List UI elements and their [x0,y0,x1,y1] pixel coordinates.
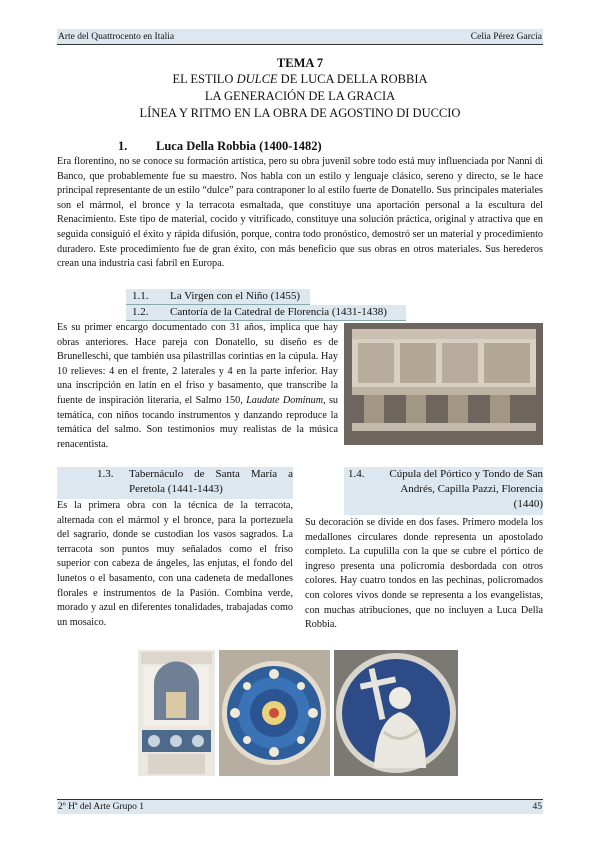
tondo-image [334,650,458,776]
title-line-1-em: DULCE [236,72,278,86]
header-author: Celia Pérez García [470,31,542,42]
title-line-1-a: EL ESTILO [172,72,237,86]
subsection-1-4-number: 1.4. [348,468,365,480]
footer-group: 2º Hª del Arte Grupo 1 [58,802,145,812]
page-header [57,29,543,45]
subsection-1-4-heading [344,467,543,515]
cantoria-paragraph [57,321,338,452]
section-1-heading [118,139,322,154]
subsection-1-2-number: 1.2. [132,306,149,318]
cantoria-text-a: Es su primer encargo documentado con 31 años, implica que hay obras anteriores. Hace pareja con Donatello, su diseño es de Brunelleschi, que también usa pilastrillas corintias en la cúpula. Hay 10 relieves: 4 en el frente, 2 laterales y 4 en la parte inferior. Hay una inscripción en latín en el friso y basamento, que transcribe la fuente de inspiración literaria, el Salmo 150, [57,322,338,406]
title-block [57,56,543,122]
tema-number: TEMA 7 [276,56,324,70]
section-1-number: 1. [118,139,128,153]
subsection-1-1-number: 1.1. [132,290,149,302]
tabernaculo-paragraph: Es la primera obra con la técnica de la terracota, alternada con el mármol y el bronce, para la portezuela del sagrario, donde se custodian los vasos sagrados. La terracota son puntos muy señalados como el friso superior con cabeza de ángeles, las enjutas, el fondo del lunetos o el basamento, con una cadeneta de medallones florales e instrumentos de la Pasión. Combina verde, morado y azul en diferentes tonalidades, trabajadas como un mosaico. [57,500,293,628]
subsection-1-1-title: La Virgen con el Niño (1455) [170,290,300,302]
title-line-1-b: DE LUCA DELLA ROBBIA [277,72,428,86]
page-number: 45 [532,802,542,812]
subsection-1-3-number: 1.3. [97,468,114,480]
tabernaculo-image [138,650,215,776]
title-line-1 [57,71,543,88]
cantoria-image [344,323,543,445]
subsection-1-4-title: Cúpula del Pórtico y Tondo de San Andrés, Capilla Pazzi, Florencia (1440) [389,468,543,510]
subsection-1-2-heading [126,305,406,321]
subsection-1-2-title: Cantoría de la Catedral de Florencia (1431-1438) [170,306,387,318]
header-course: Arte del Quattrocento en Italia [58,31,175,42]
cupula-image [219,650,330,776]
section-1-paragraph: Era florentino, no se conoce su formación artística, pero su obra juvenil sobre todo está muy influenciada por Nanni di Banco, que probablemente fue su maestro. Nos habla con un estilo y lenguaje clásico, sereno y directo, se le hace principal representante de un estilo “dulce” para contraponer lo al estilo fuerte de Donatello. Sus principales materiales son el mármol, el bronce y la terracota esmaltada, que constituye una aportación personal a la escultura del Renacimiento. Este tipo de material, cocido y vitrificado, constituye una solución práctica, original y atractiva que en seguida consiguió el éxito y rápida difusión, porque, contra todo pronóstico, demostró ser un material y procedimiento duradero. Este procedimiento fue de gran éxito, con más beneficio que sus obras en otros materiales. Sus herederos crean una industria casi fabril en Europa. [57,156,543,270]
cupula-paragraph: Su decoración se divide en dos fases. Primero modela los medallones circulares donde representa un apostolado completo. La cupulilla con la que se cubre el pórtico de ingreso presenta una policromía desbordada con otros colores. Hay cuatro tondos en las pechinas, policromados con colores vivos donde se representa a los evangelistas, con muchas atribuciones, que no incluyen a Luca Della Robbia. [305,517,543,631]
subsection-1-1-heading [126,289,310,305]
subsection-1-3-title: Tabernáculo de Santa María a Peretola (1441-1443) [129,468,293,495]
section-1-title: Luca Della Robbia (1400-1482) [156,139,322,153]
cantoria-text-em: Laudate Dominum [246,394,324,406]
title-line-3: LÍNEA Y RITMO EN LA OBRA DE AGOSTINO DI DUCCIO [139,106,461,120]
cantoria-text-b: , su temática, con niños tocando instrumentos y danzando reproduce la temática del salmo. Son testimonios muy realistas de la música renacentista. [57,394,339,450]
title-line-2: LA GENERACIÓN DE LA GRACIA [204,89,396,103]
subsection-1-3-heading [57,467,293,499]
page-footer [57,799,543,814]
